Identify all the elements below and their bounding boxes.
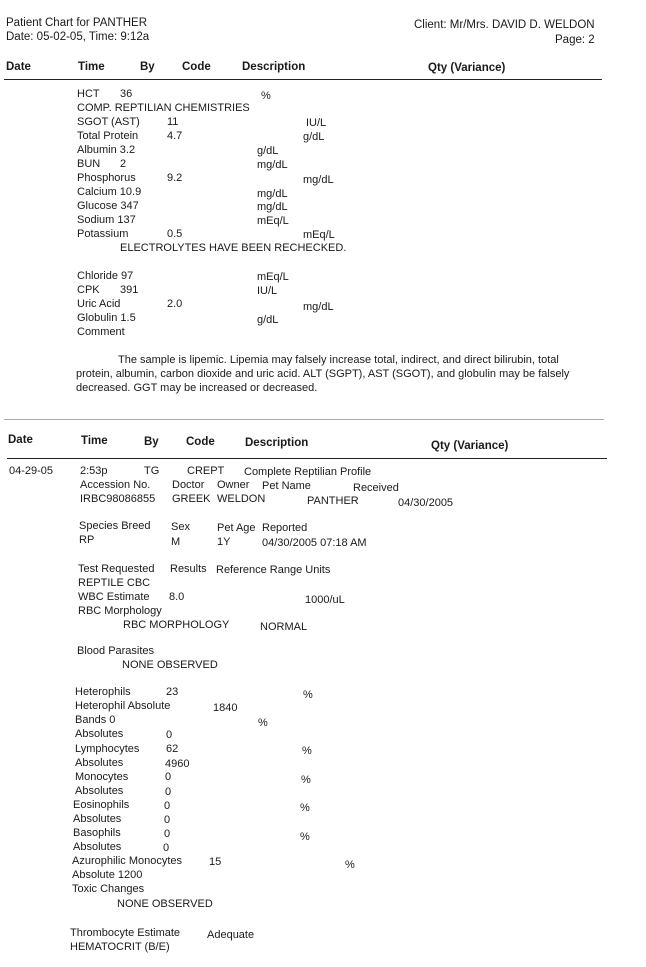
phos-label: Phosphorus	[77, 172, 136, 184]
wbc-unit: 1000/uL	[305, 594, 345, 606]
chloride: Chloride 97	[77, 270, 134, 282]
petage-header: Pet Age	[217, 522, 256, 534]
chart-title: Patient Chart for PANTHER	[6, 17, 148, 29]
azuro-value: 15	[209, 856, 222, 868]
tp-value: 4.7	[167, 130, 183, 142]
recheck-note: ELECTROLYTES HAVE BEEN RECHECKED.	[120, 242, 347, 254]
header-rule	[4, 79, 602, 80]
azuro-label: Azurophilic Monocytes	[72, 855, 183, 867]
bands: Bands 0	[75, 714, 116, 726]
potassium-label: Potassium	[77, 228, 129, 240]
wbc-label: WBC Estimate	[78, 591, 150, 603]
uric-value: 2.0	[167, 298, 183, 310]
lym-unit: %	[302, 745, 312, 757]
toxic-label: Toxic Changes	[72, 883, 145, 895]
wbc-value: 8.0	[169, 591, 185, 603]
cbc-title: REPTILE CBC	[78, 577, 151, 589]
col-qty-2: Qty (Variance)	[431, 440, 509, 452]
bun-label: BUN	[77, 158, 101, 170]
page-number: Page: 2	[555, 34, 595, 46]
tp-unit: g/dL	[303, 131, 325, 143]
cpk-unit: IU/L	[257, 285, 278, 297]
baso-value: 0	[164, 828, 171, 840]
col-by: By	[140, 61, 155, 73]
sgot-label: SGOT (AST)	[77, 116, 140, 128]
abs1-value: 0	[166, 729, 173, 741]
comment-label: Comment	[77, 326, 125, 338]
azuro-absolute: Absolute 1200	[72, 869, 143, 881]
parasites-value: NONE OBSERVED	[122, 659, 218, 671]
rbc-morph-value: NORMAL	[260, 621, 308, 633]
comment-line-2: protein, albumin, carbon dioxide and uric acid. ALT (SGPT), AST (SGOT), and globulin may be falsely	[76, 368, 570, 380]
phos-unit: mg/dL	[303, 174, 334, 186]
globulin-unit: g/dL	[257, 314, 279, 326]
abs5-label: Absolutes	[73, 841, 122, 853]
petname-value: PANTHER	[307, 495, 359, 507]
rbc-morph-label: RBC Morphology	[78, 605, 162, 617]
cpk-label: CPK	[77, 284, 100, 296]
hematocrit-label: HEMATOCRIT (B/E)	[70, 941, 170, 953]
tp-label: Total Protein	[77, 130, 139, 142]
entry-code: CREPT	[187, 465, 225, 477]
received-value: 04/30/2005	[398, 497, 454, 509]
hct-label: HCT	[77, 88, 100, 100]
glucose: Glucose 347	[77, 200, 139, 212]
refrange-header: Reference Range Units	[216, 564, 331, 576]
entry-time: 2:53p	[80, 465, 108, 477]
col-qty: Qty (Variance)	[428, 62, 506, 74]
hct-unit: %	[261, 90, 271, 102]
sex-value: M	[171, 536, 181, 548]
doctor-header: Doctor	[172, 479, 205, 491]
hetabs-value: 1840	[213, 702, 238, 714]
col-code: Code	[182, 61, 211, 73]
eos-value: 0	[164, 800, 171, 812]
entry-by: TG	[144, 465, 160, 477]
abs2-label: Absolutes	[75, 757, 124, 769]
mono-label: Monocytes	[75, 771, 129, 783]
results-header: Results	[170, 563, 207, 575]
potassium-unit: mEq/L	[303, 229, 335, 241]
petname-header: Pet Name	[262, 480, 311, 492]
doctor-value: GREEK	[172, 493, 211, 505]
col-description-2: Description	[245, 437, 309, 449]
lym-label: Lymphocytes	[75, 743, 140, 755]
het-unit: %	[303, 689, 313, 701]
globulin: Globulin 1.5	[77, 312, 136, 324]
col-time: Time	[78, 61, 105, 73]
hct-value: 36	[120, 88, 133, 100]
rbc-morph-sub: RBC MORPHOLOGY	[123, 619, 230, 631]
albumin-unit: g/dL	[257, 145, 279, 157]
potassium-value: 0.5	[167, 228, 183, 240]
owner-value: WELDON	[217, 493, 266, 505]
azuro-unit: %	[345, 859, 355, 871]
abs2-value: 4960	[165, 758, 190, 770]
het-label: Heterophils	[75, 686, 131, 698]
abs4-value: 0	[164, 814, 171, 826]
hetabs-label: Heterophil Absolute	[75, 700, 171, 712]
baso-label: Basophils	[73, 827, 121, 839]
abs3-value: 0	[165, 786, 172, 798]
albumin: Albumin 3.2	[77, 144, 136, 156]
comment-line-3: decreased. GGT may be increased or decreased.	[76, 382, 318, 394]
entry-date: 04-29-05	[9, 465, 54, 477]
abs1-label: Absolutes	[75, 728, 124, 740]
lym-value: 62	[166, 743, 179, 755]
received-header: Received	[353, 482, 399, 494]
col-time-2: Time	[81, 435, 108, 447]
testreq-header: Test Requested	[78, 563, 155, 575]
col-description: Description	[242, 61, 306, 73]
uric-label: Uric Acid	[77, 298, 121, 310]
baso-unit: %	[300, 831, 310, 843]
species-value: RP	[79, 534, 95, 546]
uric-unit: mg/dL	[303, 301, 334, 313]
toxic-value: NONE OBSERVED	[117, 898, 213, 910]
eos-unit: %	[300, 802, 310, 814]
comment-line-1: The sample is lipemic. Lipemia may falsely increase total, indirect, and direct bilirubin, total	[118, 354, 559, 366]
bun-unit: mg/dL	[257, 159, 288, 171]
abs5-value: 0	[163, 842, 170, 854]
thrombo-label: Thrombocyte Estimate	[70, 927, 181, 939]
col-code-2: Code	[186, 436, 215, 448]
eos-label: Eosinophils	[73, 799, 130, 811]
reported-value: 04/30/2005 07:18 AM	[262, 537, 367, 549]
het-value: 23	[166, 686, 179, 698]
reported-header: Reported	[262, 522, 308, 534]
species-header: Species Breed	[79, 520, 151, 532]
bun-value: 2	[120, 158, 127, 170]
chem-title: COMP. REPTILIAN CHEMISTRIES	[77, 102, 250, 114]
sodium-unit: mEq/L	[257, 215, 289, 227]
section-divider	[4, 419, 604, 420]
sex-header: Sex	[171, 521, 190, 533]
owner-header: Owner	[217, 479, 250, 491]
accession-value: IRBC98086855	[80, 493, 156, 505]
calcium: Calcium 10.9	[77, 186, 142, 198]
entry-description: Complete Reptilian Profile	[244, 466, 372, 478]
sodium: Sodium 137	[77, 214, 136, 226]
chart-date: Date: 05-02-05, Time: 9:12a	[6, 31, 150, 43]
col-date: Date	[6, 61, 31, 73]
sgot-unit: IU/L	[306, 117, 327, 129]
client-name: Client: Mr/Mrs. DAVID D. WELDON	[414, 19, 595, 31]
bands-unit: %	[258, 717, 268, 729]
cpk-value: 391	[120, 284, 139, 296]
col-by-2: By	[144, 436, 159, 448]
col-date-2: Date	[8, 434, 33, 446]
thrombo-value: Adequate	[207, 929, 255, 941]
glucose-unit: mg/dL	[257, 201, 288, 213]
parasites-label: Blood Parasites	[77, 645, 155, 657]
chloride-unit: mEq/L	[257, 271, 289, 283]
header-rule-2	[7, 458, 607, 459]
sgot-value: 11	[167, 116, 179, 128]
abs3-label: Absolutes	[75, 785, 124, 797]
abs4-label: Absolutes	[73, 813, 122, 825]
mono-value: 0	[165, 771, 172, 783]
mono-unit: %	[301, 774, 311, 786]
accession-header: Accession No.	[80, 479, 151, 491]
phos-value: 9.2	[167, 172, 183, 184]
petage-value: 1Y	[217, 536, 231, 548]
calcium-unit: mg/dL	[257, 188, 288, 200]
